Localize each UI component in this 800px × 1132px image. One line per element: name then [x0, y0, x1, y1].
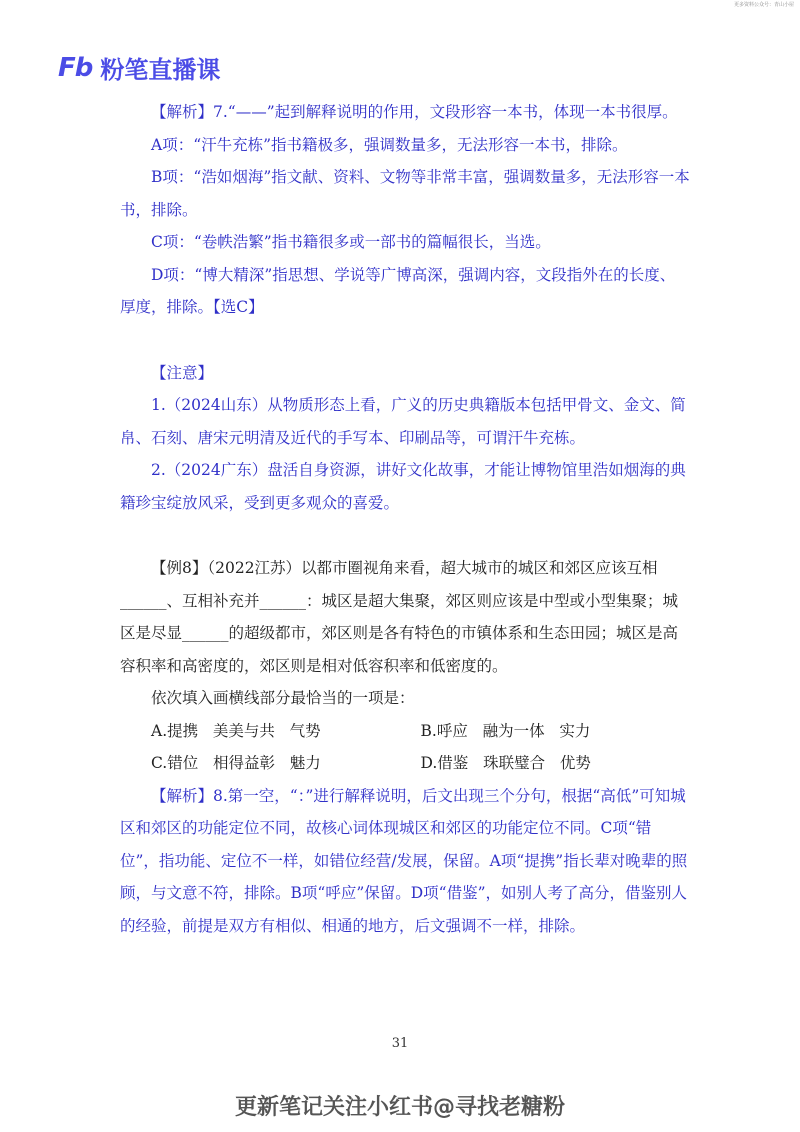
brand-name: 粉笔直播课 [100, 56, 221, 84]
option-c: C.错位 相得益彰 魅力 [151, 754, 321, 772]
example-8-question: 依次填入画横线部分最恰当的一项是： [151, 689, 415, 707]
note-item-2: 2.（2024广东）盘活自身资源，讲好文化故事，才能让博物馆里浩如烟海的典籍珍宝绽放风采，受到更多观众的喜爱。 [120, 461, 686, 512]
options-row-1 [120, 715, 690, 748]
analysis-7-option-d: D项：“博大精深”指思想、学说等广博高深，强调内容，文段指外在的长度、厚度，排除。【选C】 [120, 265, 676, 316]
options-row-2 [120, 747, 690, 780]
page-content [120, 96, 690, 942]
analysis-7-option-c: C项：“卷帙浩繁”指书籍很多或一部书的篇幅很长，当选。 [151, 233, 551, 251]
analysis-7-option-b: B项：“浩如烟海”指文献、资料、文物等非常丰富，强调数量多，无法形容一本书，排除。 [120, 168, 690, 219]
analysis-7-line: 【解析】7.“——”起到解释说明的作用，文段形容一本书，体现一本书很厚。 [151, 103, 678, 121]
page-number: 31 [391, 1036, 409, 1051]
option-d: D.借鉴 珠联璧合 优势 [420, 754, 591, 772]
brand-logo-icon: Fb [58, 52, 93, 83]
option-b: B.呼应 融为一体 实力 [420, 721, 591, 740]
analysis-8: 【解析】8.第一空，“：”进行解释说明，后文出现三个分句，根据“高低”可知城区和郊区的功能定位不同，故核心词体现城区和郊区的功能定位不同。C项“错位”，指功能、定位不一样，如错位经营/发展，保留。A项“提携”指长辈对晚辈的照顾，与文意不符，排除。B项“呼应”保留。D项“借鉴”，如别人考了高分，借鉴别人的经验，前提是双方有相似、相通的地方，后文强调不一样，排除。 [120, 786, 688, 935]
footer-watermark: 更新笔记关注小红书@寻找老糖粉 [234, 1095, 565, 1120]
note-title: 【注意】 [151, 363, 214, 382]
analysis-7-option-a: A项：“汗牛充栋”指书籍极多，强调数量多，无法形容一本书，排除。 [151, 135, 628, 154]
example-8-stem: 【例8】（2022江苏）以都市圈视角来看，超大城市的城区和郊区应该互相______、互相补充并______：城区是超大集聚，郊区则应该是中型或小型集聚；城区是尽显______的超级都市，郊区则是各有特色的市镇体系和生态田园；城区是高容积率和高密度的，郊区则是相对低容积率和低密度的。 [120, 559, 679, 675]
note-item-1: 1.（2024山东）从物质形态上看，广义的历史典籍版本包括甲骨文、金文、简帛、石刻、唐宋元明清及近代的手写本、印刷品等，可谓汗牛充栋。 [120, 396, 686, 447]
brand-header [58, 50, 220, 85]
top-note: 更多资料公众号：青山小屋 [733, 2, 794, 8]
option-a: A.提携 美美与共 气势 [151, 721, 321, 740]
